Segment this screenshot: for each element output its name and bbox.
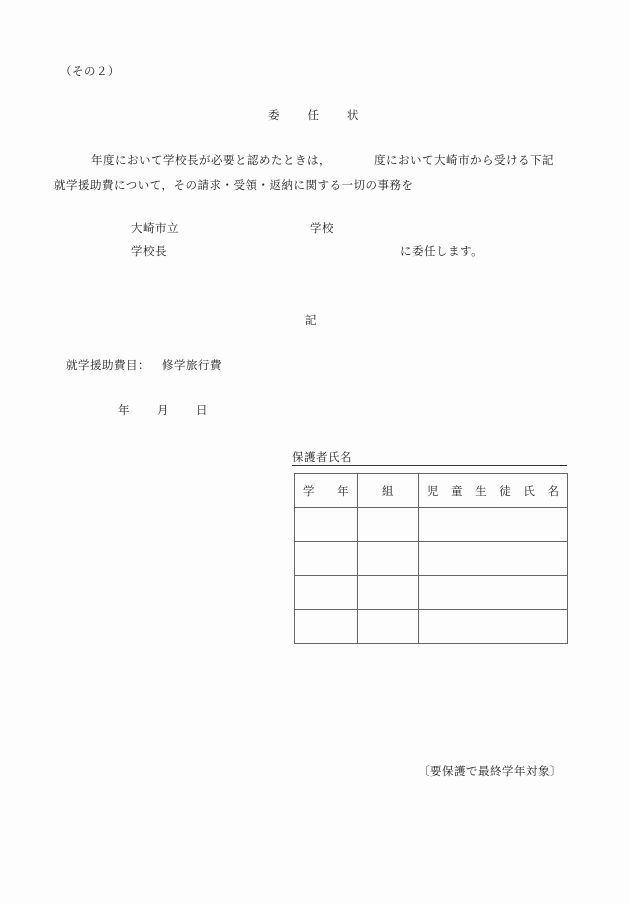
guardian-name-field[interactable] xyxy=(292,452,567,466)
cell-student-name[interactable] xyxy=(418,610,567,644)
date-year: 年 xyxy=(118,403,130,417)
cell-grade[interactable] xyxy=(295,508,358,542)
cell-student-name[interactable] xyxy=(418,576,567,610)
form-number: （その２） xyxy=(60,64,120,78)
ki-heading: 記 xyxy=(305,313,317,327)
cell-student-name[interactable] xyxy=(418,542,567,576)
table-row xyxy=(295,508,568,542)
table-row xyxy=(295,576,568,610)
principal-label: 学校長 xyxy=(131,244,167,258)
header-student-name xyxy=(418,474,567,508)
title-char: 状 xyxy=(347,108,359,122)
cell-grade[interactable] xyxy=(295,542,358,576)
table-row xyxy=(295,542,568,576)
document-title xyxy=(268,110,359,122)
item-value: 修学旅行費 xyxy=(162,358,222,372)
header-name-char: 童 xyxy=(451,483,463,498)
header-name-char: 徒 xyxy=(499,483,511,498)
body-line1-part1: 年度において学校長が必要と認めたときは， xyxy=(91,153,331,167)
cell-class[interactable] xyxy=(357,508,418,542)
delegate-text: に委任します。 xyxy=(400,244,484,258)
title-char: 任 xyxy=(307,108,319,122)
table-header-row xyxy=(295,474,568,508)
cell-grade[interactable] xyxy=(295,576,358,610)
student-table xyxy=(294,473,568,644)
date-month: 月 xyxy=(157,403,169,417)
item-label: 就学援助費目： xyxy=(66,358,150,372)
footnote: 〔要保護で最終学年対象〕 xyxy=(418,764,562,778)
table-row xyxy=(295,610,568,644)
school-suffix: 学校 xyxy=(310,221,334,235)
header-grade-char: 学 xyxy=(303,483,315,498)
date-day: 日 xyxy=(196,403,208,417)
cell-class[interactable] xyxy=(357,542,418,576)
header-class: 組 xyxy=(357,474,418,508)
header-grade-char: 年 xyxy=(337,483,349,498)
cell-grade[interactable] xyxy=(295,610,358,644)
header-grade xyxy=(295,474,358,508)
header-name-char: 生 xyxy=(475,483,487,498)
school-prefix: 大崎市立 xyxy=(131,221,179,235)
header-name-char: 名 xyxy=(547,483,559,498)
cell-class[interactable] xyxy=(357,576,418,610)
header-name-char: 児 xyxy=(426,483,439,498)
body-line1-part2: 度において大崎市から受ける下記 xyxy=(374,153,554,167)
title-char: 委 xyxy=(268,108,280,122)
body-line2: 就学援助費について，その請求・受領・返納に関する一切の事務を xyxy=(54,178,414,192)
header-name-char: 氏 xyxy=(523,483,535,498)
guardian-name-label: 保護者氏名 xyxy=(292,450,352,464)
cell-student-name[interactable] xyxy=(418,508,567,542)
cell-class[interactable] xyxy=(357,610,418,644)
